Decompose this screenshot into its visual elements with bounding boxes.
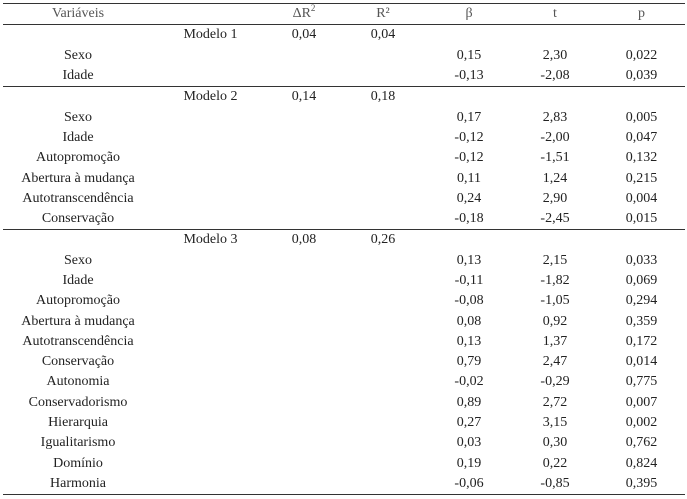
- blank-cell: [268, 148, 340, 168]
- blank-cell: [268, 332, 340, 352]
- table-row: [3, 148, 685, 168]
- beta-value: -0,12: [454, 129, 484, 145]
- blank-cell: [340, 372, 426, 392]
- model-beta-blank: [426, 25, 512, 46]
- t-value: 2,15: [542, 252, 568, 268]
- model-block: [3, 25, 685, 87]
- variable-name: Conservação: [41, 211, 115, 227]
- beta-value: 0,19: [456, 455, 482, 471]
- model-spacer: [3, 25, 153, 46]
- table-header: [3, 4, 685, 25]
- variable-name: Autonomia: [46, 374, 110, 390]
- model-beta-blank: [426, 87, 512, 108]
- t-value: -2,00: [540, 129, 570, 145]
- blank-cell: [153, 271, 268, 291]
- model-t-blank: [512, 230, 598, 251]
- t-value: -1,82: [540, 273, 570, 288]
- blank-cell: [153, 413, 268, 433]
- header-delta-r2: [268, 4, 340, 25]
- model-spacer: [3, 87, 153, 108]
- blank-cell: [268, 433, 340, 453]
- variable-name: Abertura à mudança: [21, 313, 135, 329]
- p-value: 0,005: [625, 109, 658, 125]
- t-value: 0,22: [542, 455, 568, 471]
- t-value: -1,51: [540, 150, 570, 166]
- model-r2: 0,18: [370, 89, 396, 105]
- blank-cell: [153, 251, 268, 271]
- blank-cell: [268, 352, 340, 372]
- p-value: 0,039: [625, 68, 658, 84]
- t-value: 0,30: [542, 435, 568, 451]
- variable-name: Conservação: [41, 354, 115, 370]
- variable-name: Hierarquia: [48, 415, 108, 431]
- beta-value: 0,03: [456, 435, 482, 451]
- p-value: 0,002: [625, 415, 658, 431]
- blank-cell: [268, 271, 340, 291]
- blank-cell: [268, 168, 340, 188]
- blank-cell: [268, 46, 340, 66]
- table-row: [3, 271, 685, 291]
- model-beta-blank: [426, 230, 512, 251]
- variable-name: Conservadorismo: [28, 394, 128, 410]
- beta-value: 0,11: [457, 170, 481, 186]
- model-label: Modelo 2: [183, 89, 238, 105]
- model-label: Modelo 1: [183, 27, 238, 43]
- beta-value: 0,15: [456, 47, 482, 63]
- variable-name: Autotranscendência: [22, 190, 134, 206]
- model-p-blank: [598, 230, 685, 251]
- blank-cell: [268, 454, 340, 474]
- blank-cell: [268, 128, 340, 148]
- blank-cell: [153, 352, 268, 372]
- blank-cell: [153, 311, 268, 331]
- blank-cell: [268, 209, 340, 230]
- variable-name: Domínio: [53, 455, 103, 471]
- model-p-blank: [598, 25, 685, 46]
- beta-value: -0,11: [454, 273, 484, 288]
- beta-value: -0,13: [454, 68, 484, 84]
- beta-value: 0,27: [456, 415, 482, 431]
- blank-cell: [340, 189, 426, 209]
- beta-value: 0,89: [456, 394, 482, 410]
- blank-cell: [340, 454, 426, 474]
- header-model-blank: [153, 4, 268, 25]
- beta-value: 0,17: [456, 109, 482, 125]
- header-t: t: [553, 6, 557, 22]
- blank-cell: [153, 46, 268, 66]
- blank-cell: [153, 209, 268, 230]
- p-value: 0,824: [625, 455, 658, 471]
- table-row: [3, 474, 685, 495]
- blank-cell: [268, 474, 340, 495]
- header-p: p: [638, 6, 645, 22]
- table-row: [3, 209, 685, 230]
- blank-cell: [340, 332, 426, 352]
- variable-name: Idade: [62, 273, 94, 288]
- blank-cell: [340, 271, 426, 291]
- blank-cell: [268, 413, 340, 433]
- model-delta-r2: 0,08: [291, 232, 317, 248]
- variable-name: Autopromoção: [36, 293, 120, 309]
- blank-cell: [340, 46, 426, 66]
- model-t-blank: [512, 87, 598, 108]
- p-value: 0,395: [625, 475, 658, 491]
- blank-cell: [340, 291, 426, 311]
- blank-cell: [268, 393, 340, 413]
- p-value: 0,359: [625, 313, 658, 329]
- t-value: -0,85: [540, 475, 570, 491]
- header-r2: R²: [376, 6, 390, 22]
- t-value: -1,05: [540, 293, 570, 309]
- blank-cell: [268, 372, 340, 392]
- blank-cell: [153, 148, 268, 168]
- blank-cell: [340, 311, 426, 331]
- table-row: [3, 46, 685, 66]
- table-row: [3, 66, 685, 87]
- blank-cell: [153, 128, 268, 148]
- blank-cell: [153, 372, 268, 392]
- header-beta: β: [465, 6, 473, 22]
- table-row: [3, 454, 685, 474]
- blank-cell: [153, 66, 268, 87]
- blank-cell: [153, 168, 268, 188]
- t-value: -2,08: [540, 68, 570, 84]
- model-label: Modelo 3: [183, 232, 238, 248]
- blank-cell: [268, 107, 340, 127]
- table-row: [3, 393, 685, 413]
- t-value: 2,72: [542, 394, 568, 410]
- regression-table: [3, 3, 685, 495]
- blank-cell: [268, 189, 340, 209]
- table-row: [3, 128, 685, 148]
- p-value: 0,215: [625, 170, 658, 186]
- model-p-blank: [598, 87, 685, 108]
- t-value: 1,24: [542, 170, 568, 186]
- blank-cell: [153, 474, 268, 495]
- table-row: [3, 332, 685, 352]
- p-value: 0,775: [625, 374, 658, 390]
- p-value: 0,762: [625, 435, 658, 451]
- table-row: [3, 251, 685, 271]
- t-value: -2,45: [540, 211, 570, 227]
- table-row: [3, 352, 685, 372]
- p-value: 0,033: [625, 252, 658, 268]
- t-value: 1,37: [542, 333, 568, 349]
- beta-value: 0,24: [456, 190, 482, 206]
- blank-cell: [340, 66, 426, 87]
- p-value: 0,022: [625, 47, 658, 63]
- p-value: 0,069: [625, 273, 658, 288]
- model-delta-r2: 0,04: [291, 27, 317, 43]
- variable-name: Abertura à mudança: [21, 170, 135, 186]
- header-delta-r2-sup: 2: [310, 3, 316, 14]
- beta-value: -0,08: [454, 293, 484, 309]
- p-value: 0,004: [625, 190, 658, 206]
- table-row: [3, 291, 685, 311]
- t-value: 2,30: [542, 47, 568, 63]
- variable-name: Harmonia: [50, 475, 106, 491]
- beta-value: -0,06: [454, 475, 484, 491]
- table-row: [3, 168, 685, 188]
- t-value: 2,47: [542, 354, 568, 370]
- blank-cell: [153, 454, 268, 474]
- blank-cell: [340, 128, 426, 148]
- variable-name: Autopromoção: [36, 150, 120, 166]
- t-value: 2,83: [542, 109, 568, 125]
- blank-cell: [268, 66, 340, 87]
- beta-value: -0,18: [454, 211, 484, 227]
- blank-cell: [340, 148, 426, 168]
- model-spacer: [3, 230, 153, 251]
- blank-cell: [153, 291, 268, 311]
- beta-value: 0,13: [456, 252, 482, 268]
- beta-value: 0,79: [456, 354, 482, 370]
- table-row: [3, 107, 685, 127]
- model-block: [3, 87, 685, 230]
- beta-value: 0,13: [456, 333, 482, 349]
- model-r2: 0,26: [370, 232, 396, 248]
- blank-cell: [268, 291, 340, 311]
- p-value: 0,132: [625, 150, 658, 166]
- t-value: 2,90: [542, 190, 568, 206]
- variable-name: Autotranscendência: [22, 333, 134, 349]
- table-row: [3, 433, 685, 453]
- blank-cell: [340, 209, 426, 230]
- blank-cell: [153, 189, 268, 209]
- beta-value: -0,12: [454, 150, 484, 166]
- model-r2: 0,04: [370, 27, 396, 43]
- blank-cell: [268, 311, 340, 331]
- table-row: [3, 311, 685, 331]
- blank-cell: [340, 474, 426, 495]
- p-value: 0,047: [625, 129, 658, 145]
- model-t-blank: [512, 25, 598, 46]
- blank-cell: [340, 413, 426, 433]
- variable-name: Sexo: [64, 47, 92, 63]
- table-row: [3, 189, 685, 209]
- variable-name: Idade: [62, 68, 94, 84]
- blank-cell: [153, 393, 268, 413]
- blank-cell: [153, 107, 268, 127]
- blank-cell: [340, 352, 426, 372]
- header-variaveis: Variáveis: [51, 6, 105, 22]
- model-delta-r2: 0,14: [291, 89, 317, 105]
- table-row: [3, 372, 685, 392]
- p-value: 0,007: [625, 394, 658, 410]
- blank-cell: [153, 332, 268, 352]
- variable-name: Idade: [62, 129, 94, 145]
- variable-name: Sexo: [64, 109, 92, 125]
- header-delta-r2-base: ΔR: [292, 6, 311, 22]
- model-header-row: [3, 87, 685, 108]
- p-value: 0,172: [625, 333, 658, 349]
- beta-value: -0,02: [454, 374, 484, 390]
- model-header-row: [3, 25, 685, 46]
- blank-cell: [340, 251, 426, 271]
- blank-cell: [153, 433, 268, 453]
- p-value: 0,014: [625, 354, 658, 370]
- t-value: 3,15: [542, 415, 568, 431]
- variable-name: Igualitarismo: [40, 435, 116, 451]
- blank-cell: [340, 168, 426, 188]
- model-block: [3, 230, 685, 495]
- p-value: 0,015: [625, 211, 658, 227]
- blank-cell: [340, 393, 426, 413]
- model-header-row: [3, 230, 685, 251]
- beta-value: 0,08: [456, 313, 482, 329]
- blank-cell: [268, 251, 340, 271]
- blank-cell: [340, 107, 426, 127]
- header-row: [3, 4, 685, 25]
- blank-cell: [340, 433, 426, 453]
- p-value: 0,294: [625, 293, 658, 309]
- table-row: [3, 413, 685, 433]
- t-value: 0,92: [542, 313, 568, 329]
- t-value: -0,29: [540, 374, 570, 390]
- variable-name: Sexo: [64, 252, 92, 268]
